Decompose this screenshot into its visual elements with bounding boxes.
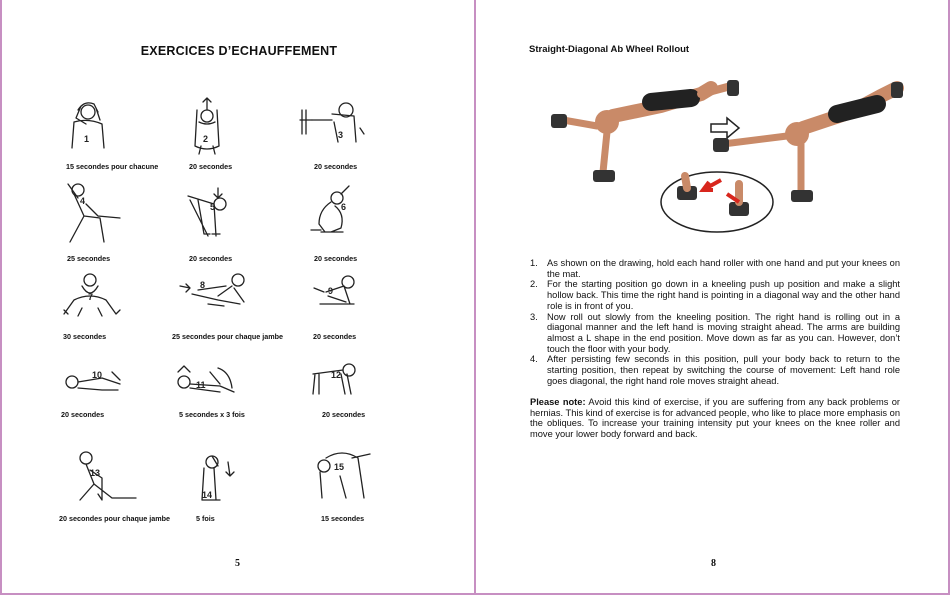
- svg-text:13: 13: [90, 468, 101, 478]
- svg-text:15: 15: [334, 462, 345, 472]
- page-number: 5: [235, 558, 240, 569]
- exercise-8-caption: 25 secondes pour chaque jambe: [172, 332, 284, 341]
- svg-text:3: 3: [338, 130, 344, 140]
- exercise-11-illustration: [174, 362, 244, 397]
- page-number: 8: [711, 558, 716, 569]
- svg-text:2: 2: [203, 134, 209, 144]
- svg-text:7: 7: [88, 292, 94, 302]
- exercise-15-caption: 15 secondes: [321, 514, 365, 523]
- exercise-9-caption: 20 secondes: [313, 332, 357, 341]
- exercise-10-illustration: [62, 366, 127, 396]
- exercise-12-illustration: [305, 360, 360, 398]
- exercise-13-caption: 20 secondes pour chaque jambe: [59, 514, 171, 523]
- exercise-13-illustration: [72, 450, 142, 505]
- right-arrow-icon: [711, 118, 739, 138]
- note-label: Please note:: [530, 397, 586, 407]
- exercise-12-caption: 20 secondes: [322, 410, 366, 419]
- exercise-7-illustration: [60, 270, 125, 320]
- exercise-4-caption: 25 secondes: [67, 254, 111, 263]
- exercise-1-caption: 15 secondes pour chacune: [66, 162, 159, 171]
- exercise-3-caption: 20 secondes: [314, 162, 358, 171]
- right-page: [476, 0, 950, 595]
- svg-text:9: 9: [328, 286, 334, 296]
- hand-detail-inset: [661, 172, 773, 232]
- exercise-2-illustration: [185, 96, 230, 156]
- exercise-11-caption: 5 secondes x 3 fois: [179, 410, 245, 419]
- exercise-3-illustration: [298, 98, 368, 148]
- exercise-10-caption: 20 secondes: [61, 410, 105, 419]
- safety-note: [530, 397, 900, 440]
- svg-text:12: 12: [331, 370, 342, 380]
- exercise-7-caption: 30 secondes: [63, 332, 107, 341]
- exercise-6-illustration: [305, 184, 355, 239]
- svg-text:4: 4: [80, 196, 86, 206]
- svg-text:8: 8: [200, 280, 206, 290]
- exercise-6-caption: 20 secondes: [314, 254, 358, 263]
- exercise-9-illustration: [310, 272, 360, 310]
- exercise-5-illustration: [184, 186, 234, 241]
- exercise-1-illustration: [64, 98, 114, 153]
- page-title: EXERCICES D’ECHAUFFEMENT: [140, 44, 338, 58]
- step-item: 2. For the starting position go down in a kneeling push up position and make a slight hollow back. This time the right hand is pointing in a diagonal way and the other hand role is in front of you.: [530, 279, 900, 311]
- exercise-8-illustration: [178, 270, 253, 310]
- svg-text:1: 1: [84, 134, 90, 144]
- exercise-2-caption: 20 secondes: [189, 162, 233, 171]
- exercise-14-caption: 5 fois: [196, 514, 215, 523]
- svg-text:5: 5: [210, 202, 216, 212]
- svg-text:11: 11: [196, 380, 206, 390]
- exercise-14-illustration: [190, 452, 235, 507]
- step-item: 1. As shown on the drawing, hold each hand roller with one hand and put your knees on the mat.: [530, 258, 900, 279]
- exercise-15-illustration: [312, 448, 377, 503]
- instruction-steps: [530, 258, 900, 386]
- svg-text:14: 14: [202, 490, 213, 500]
- exercise-5-caption: 20 secondes: [189, 254, 233, 263]
- exercise-title: Straight-Diagonal Ab Wheel Rollout: [529, 44, 690, 55]
- svg-text:10: 10: [92, 370, 103, 380]
- note-text: Avoid this kind of exercise, if you are suffering from any back problems or hernias. This kind of exercise is for advanced people, who like to place more emphasis on the obliques. To increase your training intensity put your knees on the knee roller and move your lower body forward and back.: [530, 397, 900, 440]
- left-page: [0, 0, 474, 595]
- ab-wheel-rollout-photo: [551, 76, 911, 236]
- step-item: 3. Now roll out slowly from the kneeling position. The right hand is rolling out in a diagonal manner and the left hand is moving straight ahead. The arms are building almost a L shape in the end position. Move down as far as you can. However, don’t touch the floor with your body.: [530, 311, 900, 354]
- exercise-4-illustration: [64, 182, 124, 247]
- step-item: 4. After persisting few seconds in this position, pull your body back to return to the starting position, then repeat by switching the course of movement: Left hand role goes diagonal, the right hand role moves straight ahead.: [530, 354, 900, 386]
- svg-text:6: 6: [341, 202, 347, 212]
